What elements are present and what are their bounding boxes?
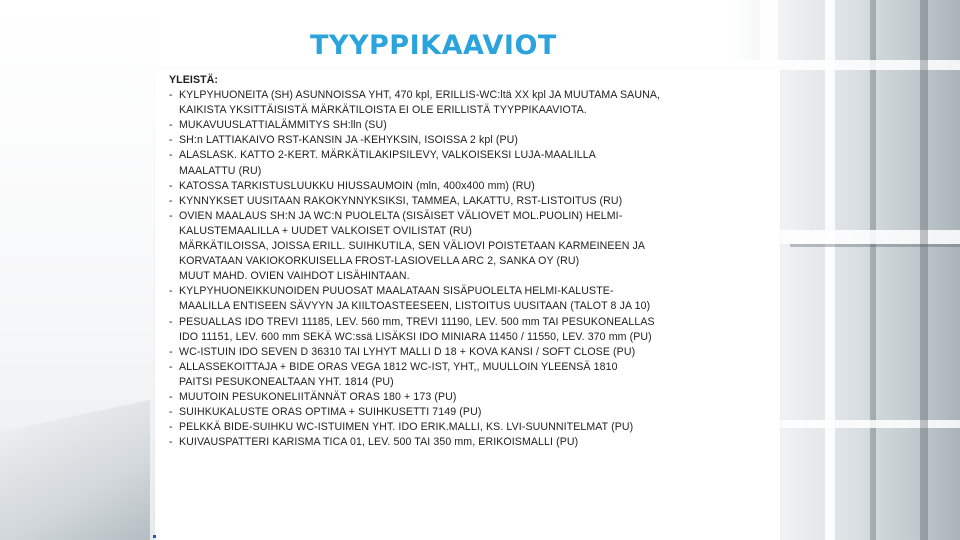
- line-text: MAALILLA ENTISEEN SÄVYYN JA KIILTOASTEESEEN, LISTOITUS UUSITAAN (TALOT 8 JA 10): [179, 300, 651, 313]
- line-bullet: [169, 299, 179, 314]
- document-line: [169, 239, 774, 254]
- document-line: [169, 315, 774, 330]
- document-line: [169, 405, 774, 420]
- document-line: [169, 164, 774, 179]
- line-bullet: -: [169, 194, 173, 207]
- line-bullet: [169, 224, 179, 239]
- document-line: [169, 133, 774, 148]
- document-line: [169, 420, 774, 435]
- line-text: WC-ISTUIN IDO SEVEN D 36310 TAI LYHYT MALLI D 18 + KOVA KANSI / SOFT CLOSE (PU): [179, 345, 636, 358]
- document-line: [169, 330, 774, 345]
- line-text: PAITSI PESUKONEALTAAN YHT. 1814 (PU): [179, 375, 394, 388]
- line-text: KYLPYHUONEITA (SH) ASUNNOISSA YHT, 470 kpl, ERILLIS-WC:ltä XX kpl JA MUUTAMA SAUNA,: [179, 89, 661, 102]
- line-text: MAALATTU (RU): [179, 164, 262, 177]
- document-text: [169, 73, 774, 450]
- line-text: MUUTOIN PESUKONELIITÄNNÄT ORAS 180 + 173 (PU): [179, 390, 457, 403]
- document-line: [169, 118, 774, 133]
- document-line: [169, 254, 774, 269]
- line-bullet: -: [169, 179, 173, 192]
- line-text: KATOSSA TARKISTUSLUUKKU HIUSSAUMOIN (mln, 400x400 mm) (RU): [179, 179, 535, 192]
- document-line: [169, 360, 774, 375]
- line-text: KUIVAUSPATTERI KARISMA TICA 01, LEV. 500 TAI 350 mm, ERIKOISMALLI (PU): [179, 436, 579, 449]
- line-text: PESUALLAS IDO TREVI 11185, LEV. 560 mm, TREVI 11190, LEV. 500 mm TAI PESUKONEALLAS: [179, 315, 655, 328]
- document-line: [169, 179, 774, 194]
- corner-marker: [153, 535, 156, 538]
- background-left-window: [0, 0, 160, 540]
- document-line: [169, 284, 774, 299]
- line-bullet: -: [169, 119, 173, 132]
- line-bullet: -: [169, 89, 173, 102]
- line-bullet: [169, 164, 179, 179]
- document-line: [169, 299, 774, 314]
- line-text: ALLASSEKOITTAJA + BIDE ORAS VEGA 1812 WC-IST, YHT,, MUULLOIN YLEENSÄ 1810: [179, 360, 618, 373]
- line-bullet: -: [169, 149, 173, 162]
- document-line: [169, 103, 774, 118]
- document-line: [169, 194, 774, 209]
- line-bullet: -: [169, 209, 173, 222]
- line-text: ALASLASK. KATTO 2-KERT. MÄRKÄTILAKIPSILEVY, VALKOISEKSI LUJA-MAALILLA: [179, 149, 596, 162]
- scanned-document: [155, 68, 780, 540]
- line-bullet: [169, 330, 179, 345]
- line-bullet: -: [169, 345, 173, 358]
- line-bullet: [169, 239, 179, 254]
- line-bullet: -: [169, 134, 173, 147]
- line-bullet: -: [169, 285, 173, 298]
- line-text: MUKAVUUSLATTIALÄMMITYS SH:lln (SU): [179, 119, 387, 132]
- line-bullet: [169, 103, 179, 118]
- line-text: KALUSTEMAALILLA + UUDET VALKOISET OVILISTAT (RU): [179, 224, 472, 237]
- line-text: MÄRKÄTILOISSA, JOISSA ERILL. SUIHKUTILA, SEN VÄLIOVI POISTETAAN KARMEINEEN JA: [179, 240, 646, 253]
- line-text: OVIEN MAALAUS SH:N JA WC:N PUOLELTA (SISÄISET VÄLIOVET MOL.PUOLIN) HELMI-: [179, 209, 623, 222]
- line-bullet: -: [169, 315, 173, 328]
- document-heading: YLEISTÄ:: [169, 74, 219, 86]
- document-line: [169, 435, 774, 450]
- line-text: SUIHKUKALUSTE ORAS OPTIMA + SUIHKUSETTI 7149 (PU): [179, 406, 482, 419]
- document-line: [169, 345, 774, 360]
- line-text: KYLPYHUONEIKKUNOIDEN PUUOSAT MAALATAAN SISÄPUOLELTA HELMI-KALUSTE-: [179, 285, 614, 298]
- document-line: [169, 224, 774, 239]
- document-line: [169, 88, 774, 103]
- line-text: KAIKISTA YKSITTÄISISTÄ MÄRKÄTILOISTA EI OLE ERILLISTÄ TYYPPIKAAVIOTA.: [179, 104, 587, 117]
- document-line: [169, 375, 774, 390]
- line-text: MUUT MAHD. OVIEN VAIHDOT LISÄHINTAAN.: [179, 270, 410, 283]
- background-glass-panel: [0, 400, 150, 540]
- line-text: SH:n LATTIAKAIVO RST-KANSIN JA -KEHYKSIN, ISOISSA 2 kpl (PU): [179, 134, 519, 147]
- slide-title: TYYPPIKAAVIOT: [310, 30, 557, 61]
- line-bullet: -: [169, 360, 173, 373]
- document-line: [169, 148, 774, 163]
- document-line: [169, 209, 774, 224]
- line-bullet: [169, 375, 179, 390]
- line-bullet: -: [169, 436, 173, 449]
- document-line: [169, 390, 774, 405]
- line-text: KYNNYKSET UUSITAAN RAKOKYNNYKSIKSI, TAMMEA, LAKATTU, RST-LISTOITUS (RU): [179, 194, 623, 207]
- line-bullet: [169, 254, 179, 269]
- line-bullet: -: [169, 406, 173, 419]
- line-bullet: -: [169, 390, 173, 403]
- line-bullet: -: [169, 421, 173, 434]
- line-bullet: [169, 269, 179, 284]
- line-text: IDO 11151, LEV. 600 mm SEKÄ WC:ssä LISÄKSI IDO MINIARA 11450 / 11550, LEV. 370 mm (PU): [179, 330, 652, 343]
- document-line: [169, 269, 774, 284]
- line-text: PELKKÄ BIDE-SUIHKU WC-ISTUIMEN YHT. IDO ERIK.MALLI, KS. LVI-SUUNNITELMAT (PU): [179, 421, 634, 434]
- line-text: KORVATAAN VAKIOKORKUISELLA FROST-LASIOVELLA ARC 2, SANKA OY (RU): [179, 255, 580, 268]
